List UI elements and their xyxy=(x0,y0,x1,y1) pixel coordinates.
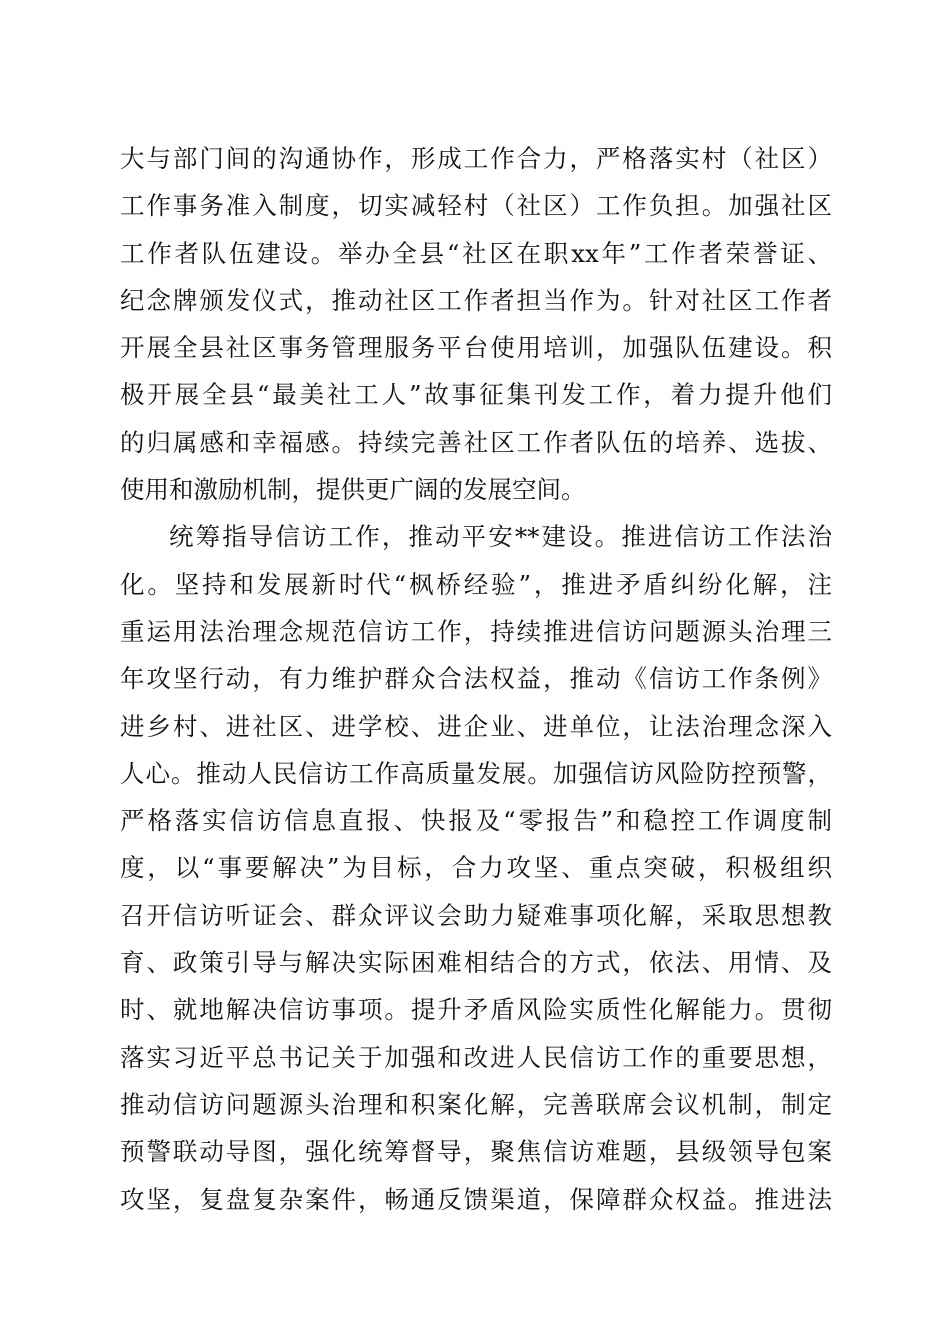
text-line: 预警联动导图，强化统筹督导，聚焦信访难题，县级领导包案 xyxy=(120,1137,832,1167)
text-line: 使用和激励机制，提供更广阔的发展空间。 xyxy=(120,475,586,505)
text-line: 推动信访问题源头治理和积案化解，完善联席会议机制，制定 xyxy=(120,1089,832,1119)
text-line: 极开展全县“最美社工人”故事征集刊发工作，着力提升他们 xyxy=(120,380,832,410)
text-line: 纪念牌颁发仪式，推动社区工作者担当作为。针对社区工作者 xyxy=(120,285,832,315)
text-line: 攻坚，复盘复杂案件，畅通反馈渠道，保障群众权益。推进法 xyxy=(120,1184,832,1214)
text-line: 的归属感和幸福感。持续完善社区工作者队伍的培养、选拔、 xyxy=(120,427,832,457)
text-line: 严格落实信访信息直报、快报及“零报告”和稳控工作调度制 xyxy=(120,806,832,836)
text-line: 育、政策引导与解决实际困难相结合的方式，依法、用情、及 xyxy=(120,948,832,978)
text-line: 度，以“事要解决”为目标，合力攻坚、重点突破，积极组织 xyxy=(120,853,832,883)
text-line: 大与部门间的沟通协作，形成工作合力，严格落实村（社区） xyxy=(120,144,832,173)
text-line: 时、就地解决信访事项。提升矛盾风险实质性化解能力。贯彻 xyxy=(120,995,832,1025)
text-line: 人心。推动人民信访工作高质量发展。加强信访风险防控预警， xyxy=(120,758,832,788)
body-text xyxy=(120,135,832,1223)
text-line: 召开信访听证会、群众评议会助力疑难事项化解，采取思想教 xyxy=(120,900,832,930)
text-line: 化。坚持和发展新时代“枫桥经验”，推进矛盾纠纷化解，注 xyxy=(120,569,832,599)
text-line: 工作事务准入制度，切实减轻村（社区）工作负担。加强社区 xyxy=(120,191,832,221)
text-line: 开展全县社区事务管理服务平台使用培训，加强队伍建设。积 xyxy=(120,333,832,363)
text-line: 进乡村、进社区、进学校、进企业、进单位，让法治理念深入 xyxy=(120,711,832,741)
text-line: 重运用法治理念规范信访工作，持续推进信访问题源头治理三 xyxy=(120,616,832,646)
text-line: 工作者队伍建设。举办全县“社区在职xx年”工作者荣誉证、 xyxy=(120,238,832,268)
text-line: 年攻坚行动，有力维护群众合法权益，推动《信访工作条例》 xyxy=(120,664,832,694)
text-line: 统筹指导信访工作，推动平安**建设。推进信访工作法治 xyxy=(169,522,832,552)
text-line: 落实习近平总书记关于加强和改进人民信访工作的重要思想， xyxy=(120,1042,832,1072)
